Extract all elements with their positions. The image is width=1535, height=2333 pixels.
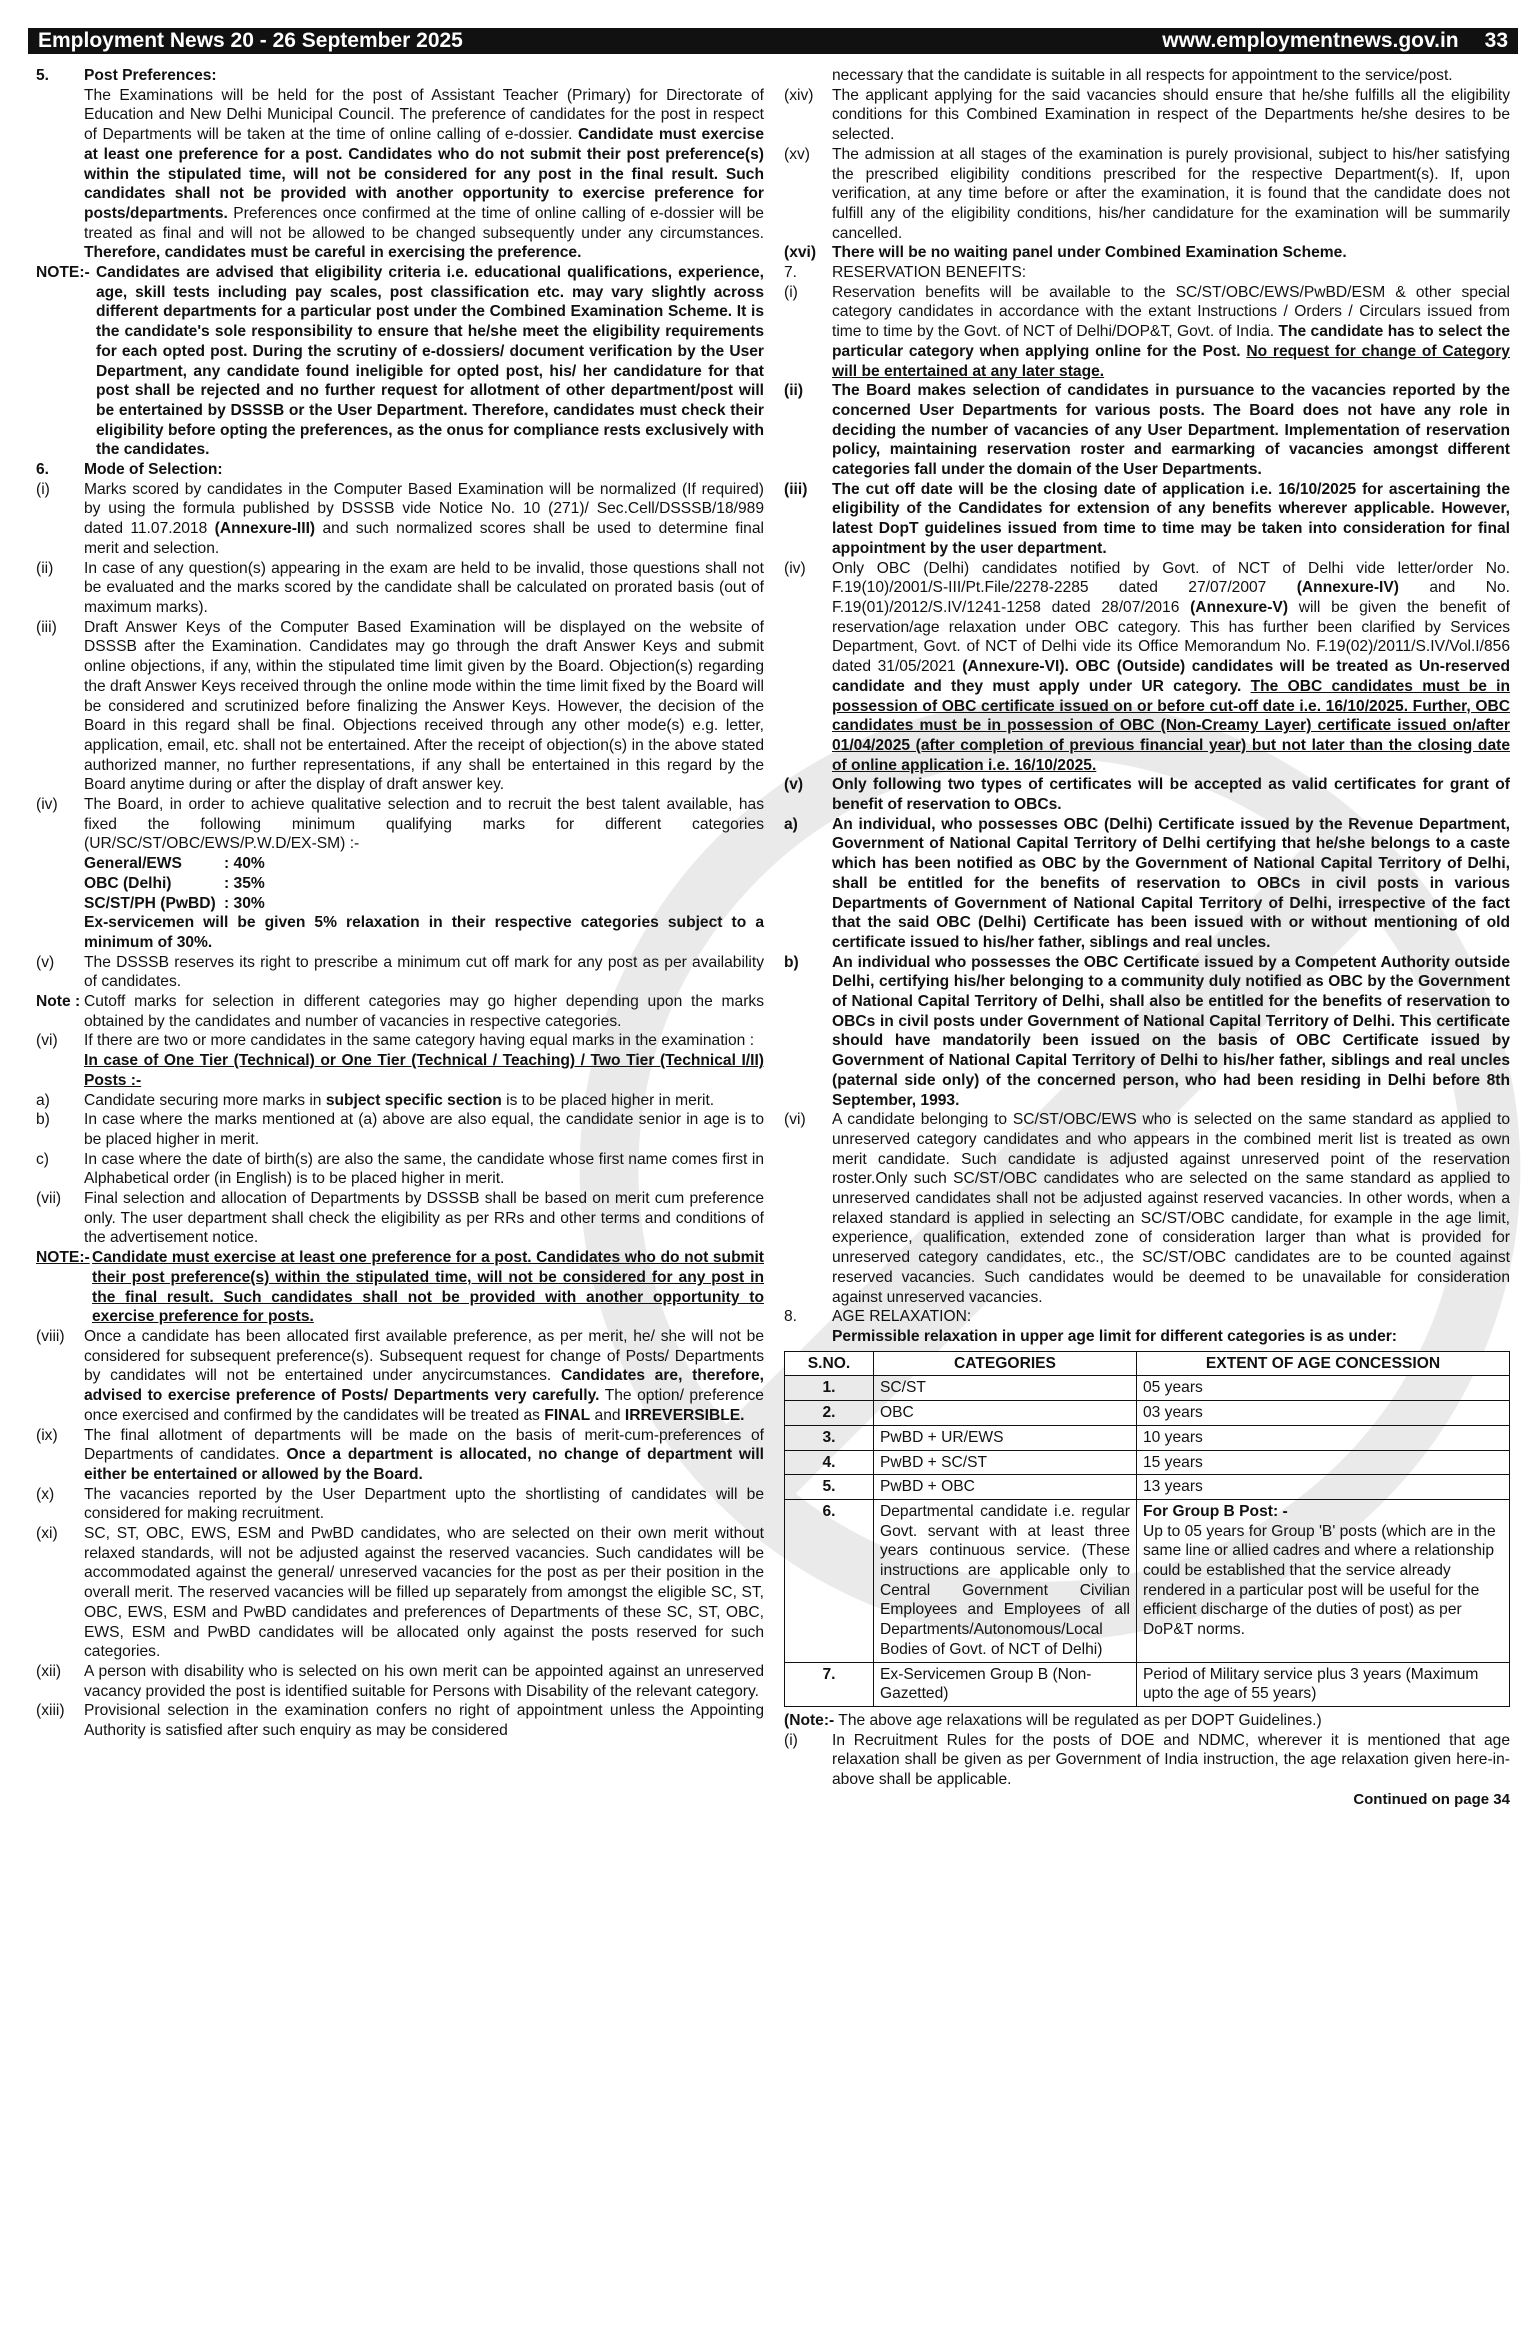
list-item: (viii) Once a candidate has been allocated first available preference, as per merit, he/ she will not be considered for subsequent preference(s). Subsequent request for change of Posts/ Departments by candidates will not be entertained under anycircumstances. Candidates are, therefore, advised to exercise preference of Posts/ Departments very carefully. The option/ preference once exercised and confirmed by the candidates will be treated as FINAL and IRREVERSIBLE. <box>36 1328 764 1424</box>
section-6: 6. Mode of Selection: <box>36 460 764 480</box>
list-item: (xiii) Provisional selection in the examination confers no right of appointment unless the Appointing Authority is satisfied after such enquiry as may be considered <box>36 1702 764 1740</box>
list-item: (i) Reservation benefits will be available to the SC/ST/OBC/EWS/PwBD/ESM & other special category candidates in accordance with the extant Instructions / Orders / Circulars issued from time to time by the Govt. of NCT of Delhi/DOP&T, Govt. of India. The candidate has to select the particular category when applying online for the Post. No request for change of Category will be entertained at any later stage. <box>784 283 1511 380</box>
marks-row: General/EWS : 40% <box>84 855 265 873</box>
section-5-body: The Examinations will be held for the post of Assistant Teacher (Primary) for Directorate of Education and New Delhi Municipal Council. The preference of candidates for the post in respect of Departments will be taken at the time of online calling of e-dossier. Candidate must exercise at least one preference for a post. Candidates who do not submit their post preference(s) within the stipulated time, will not be considered for any post in the final result. Such candidates shall not be provided with another opportunity to exercise preference for posts/departments. Preferences once confirmed at the time of online calling of e-dossier will be treated as final and will not be allowed to be changed subsequently under any circumstances. Therefore, candidates must be careful in exercising the preference. <box>84 86 764 262</box>
age-note: (Note:- The above age relaxations will be regulated as per DOPT Guidelines.) <box>784 1711 1322 1729</box>
list-item: (xvi) There will be no waiting panel under Combined Examination Scheme. <box>784 244 1347 262</box>
section-6-title: Mode of Selection: <box>84 461 223 479</box>
page-number: 33 <box>1484 29 1508 52</box>
continued-text: necessary that the candidate is suitable in all respects for appointment to the service/post. <box>832 67 1453 84</box>
list-item: b) In case where the marks mentioned at (a) above are also equal, the candidate senior in age is to be placed higher in merit. <box>36 1111 764 1148</box>
table-header-row <box>785 1351 1510 1376</box>
table-header: S.NO. <box>785 1351 874 1376</box>
table-row: 7. Ex-Servicemen Group B (Non-Gazetted) Period of Military service plus 3 years (Maximum upto the age of 55 years) <box>785 1662 1510 1706</box>
table-row: 3. PwBD + UR/EWS 10 years <box>785 1425 1510 1450</box>
list-item: (iv) Only OBC (Delhi) candidates notified by Govt. of NCT of Delhi vide letter/order No. F.19(10)/2001/S-III/Pt.File/2278-2285 dated 27/07/2007 (Annexure-IV) and No. F.19(01)/2012/S.IV/1241-1258 dated 28/07/2016 (Annexure-V) will be given the benefit of reservation/age relaxation under OBC category. This has further been clarified by Services Department, Govt. of NCT of Delhi vide its Office Memorandum No. F.19(02)/2011/S.IV/Vol.I/856 dated 31/05/2021 (Annexure-VI). OBC (Outside) candidates will be treated as Un-reserved candidate and they must apply under UR category. The OBC candidates must be in possession of OBC certificate issued on or before cut-off date i.e. 16/10/2025. Further, OBC candidates must be in possession of OBC (Non-Creamy Layer) certificate issued on/after 01/04/2025 (after completion of previous financial year) but not later than the closing date of online application i.e. 16/10/2025. <box>784 559 1511 774</box>
qualifying-marks <box>36 854 764 913</box>
list-item: c) In case where the date of birth(s) are also the same, the candidate whose first name comes first in Alphabetical order (in English) is to be placed higher in merit. <box>36 1150 764 1188</box>
list-item: (vii) Final selection and allocation of Departments by DSSSB shall be based on merit cum preference only. The user department shall check the eligibility as per RRs and other terms and conditions of the advertisement notice. <box>36 1190 764 1247</box>
table-row: 5. PwBD + OBC 13 years <box>785 1475 1510 1500</box>
list-item: (ii) In case of any question(s) appearing in the exam are held to be invalid, those questions shall not be evaluated and the marks scored by the candidate shall be calculated on prorated basis (out of maximum marks). <box>36 559 764 616</box>
section-7-title: RESERVATION BENEFITS: <box>832 264 1027 282</box>
list-item: a) An individual, who possesses OBC (Delhi) Certificate issued by the Revenue Department, Government of National Capital Territory of Delhi certifying that he/she belongs to a caste which has been notified as OBC by the Government of National Capital Territory of Delhi, shall be entitled for the benefits of reservation to OBCs in civil posts in various Departments of Government of National Capital Territory of Delhi, irrespective of the fact that the said OBC (Delhi) Certificate has been issued with or without mentioning of old certificate issued to his/her father, siblings and real uncles. <box>784 815 1510 951</box>
list-item: (i) In Recruitment Rules for the posts of DOE and NDMC, wherever it is mentioned that age relaxation shall be given as per Government of India instruction, the age relaxation given here-in-above shall be applicable. <box>784 1731 1510 1789</box>
section-5: 5. Post Preferences: The Examinations will be held for the post of Assistant Teacher (Primary) for Directorate of Education and New Delhi Municipal Council. The preference of candidates for the post in respect of Departments will be taken at the time of online calling of e-dossier. Candidate must exercise at least one preference for a post. Candidates who do not submit their post preference(s) within the stipulated time, will not be considered for any post in the final result. Such candidates shall not be provided with another opportunity to exercise preference for posts/departments. Preferences once confirmed at the time of online calling of e-dossier will be treated as final and will not be allowed to be changed subsequently under any circumstances. Therefore, candidates must be careful in exercising the preference. <box>36 67 764 262</box>
age-relaxation-table <box>784 1351 1510 1707</box>
table-header: CATEGORIES <box>874 1351 1137 1376</box>
list-item: (ii) The Board makes selection of candidates in pursuance to the vacancies reported by the concerned User Departments for various posts. The Board does not have any role in deciding the number of vacancies of any User Department. Implementation of reservation policy, maintaining reservation roster and earmarking of vacancies amongst different categories fall under the domain of the User Departments. <box>784 382 1510 479</box>
table-row: 2. OBC 03 years <box>785 1401 1510 1426</box>
table-row: 1. SC/ST 05 years <box>785 1376 1510 1401</box>
list-item: (xiv) The applicant applying for the said vacancies should ensure that he/she fulfills all the eligibility conditions for this Combined Examination in respect of the Departments he/she desires to be selected. <box>784 86 1510 144</box>
list-item: (vi) A candidate belonging to SC/ST/OBC/EWS who is selected on the same standard as applied to unreserved category candidates and who appears in the combined merit list is treated as own merit candidate. Such candidate is adjusted against unreserved point of the reservation roster.Only such SC/ST/OBC candidates who are selected on the same standard as applied to unreserved candidates shall not be adjusted against reserved vacancies. In other words, when a relaxed standard is applied in selecting an SC/ST/OBC candidate, for example in the age limit, experience, qualification, extended zone of consideration larger than what is provided for unreserved category candidates, etc., the SC/ST/OBC candidates are to be counted against reserved vacancies. Such candidates would be deemed to be unavailable for consideration against unreserved vacancies. <box>784 1111 1510 1306</box>
list-item: (x) The vacancies reported by the User Department upto the shortlisting of candidates will be considered for making recruitment. <box>36 1485 764 1523</box>
list-item: (iv) The Board, in order to achieve qualitative selection and to recruit the best talent available, has fixed the following minimum qualifying marks for different categories (UR/SC/ST/OBC/EWS/P.W.D/EX-SM) :- <box>36 796 764 853</box>
list-item: a) Candidate securing more marks in subject specific section is to be placed higher in merit. <box>36 1091 715 1109</box>
note-cutoff: Note : Cutoff marks for selection in different categories may go higher depending upon the marks obtained by the candidates and number of vacancies in respective categories. <box>36 993 764 1030</box>
list-item: (ix) The final allotment of departments will be made on the basis of merit-cum-preferences of Departments of candidates. Once a department is allocated, no change of department will either be entertained or allowed by the Board. <box>36 1426 764 1483</box>
marks-row: OBC (Delhi) : 35% <box>84 874 265 892</box>
section-8: 8. AGE RELAXATION: Permissible relaxation in upper age limit for different categories is as under: <box>784 1307 1510 1346</box>
list-item: (v) Only following two types of certificates will be accepted as valid certificates for grant of benefit of reservation to OBCs. <box>784 776 1510 814</box>
table-row: 6. Departmental candidate i.e. regular Govt. servant with at least three years continuous service. (These instructions are applicable only to Central Government Civilian Employees and Employees of all Departments/Autonomous/Local Bodies of Govt. of NCT of Delhi) For Group B Post: - Up to 05 years for Group 'B' posts (which are in the same line or allied cadres and where a relationship could be established that the service already rendered in a particular post will be useful for the efficient discharge of the duties of post) as per DoP&T norms. <box>785 1499 1510 1662</box>
website-url[interactable]: www.employmentnews.gov.in <box>1162 29 1459 52</box>
newspaper-title: Employment News 20 - 26 September 2025 <box>38 29 463 52</box>
list-item: (xv) The admission at all stages of the examination is purely provisional, subject to his/her satisfying the prescribed eligibility conditions prescribed for the respective Department(s). If, upon verification, at any time before or after the examination, it is found that the candidate does not fulfill any of the eligibility conditions, his/her candidature for the examination will be summarily cancelled. <box>784 145 1510 242</box>
list-item: (iii) Draft Answer Keys of the Computer Based Examination will be displayed on the website of DSSSB after the Examination. Candidates may go through the draft Answer Keys and submit online objections, if any, within the stipulated time limit given by the Board. Objection(s) regarding the draft Answer Keys received through the online mode within the time limit fixed by the Board will be considered and scrutinized before finalizing the Answer Keys. However, the decision of the Board in this regard shall be final. Objections received through any other mode(s) e.g. letter, application, email, etc. shall not be entertained. After the receipt of objection(s) in the above stated authorized manner, no further representations, if any shall be entertained in this regard by the Board anytime during or after the display of draft answer key. <box>36 618 764 794</box>
section-7: 7. RESERVATION BENEFITS: <box>784 263 1510 283</box>
left-column <box>36 66 764 1741</box>
note-preference: NOTE:- Candidate must exercise at least one preference for a post. Candidates who do not submit their post preference(s) within the stipulated time, will not be considered for any post in the final result. Such candidates shall not be provided with another opportunity to exercise preference for posts. <box>36 1249 764 1326</box>
page-header <box>28 28 1518 54</box>
table-row: 4. PwBD + SC/ST 15 years <box>785 1450 1510 1475</box>
marks-row: SC/ST/PH (PwBD) : 30% <box>84 894 265 912</box>
list-item: (vi) If there are two or more candidates in the same category having equal marks in the examination : In case of One Tier (Technical) or One Tier (Technical / Teaching) / Two Tier (Technical I/II) Posts :- <box>36 1032 764 1089</box>
exsm-relaxation: Ex-servicemen will be given 5% relaxation in their respective categories subject to a minimum of 30%. <box>84 914 764 951</box>
table-header: EXTENT OF AGE CONCESSION <box>1137 1351 1510 1376</box>
section-8-title: AGE RELAXATION: <box>832 1308 972 1326</box>
right-column <box>784 66 1510 1809</box>
list-item: (i) Marks scored by candidates in the Computer Based Examination will be normalized (If required) by using the formula published by DSSSB vide Notice No. 10 (271)/ Sec.Cell/DSSSB/18/989 dated 11.07.2018 (Annexure-III) and such normalized scores shall be used to determine final merit and selection. <box>36 480 764 557</box>
list-item: (iii) The cut off date will be the closing date of application i.e. 16/10/2025 for ascertaining the eligibility of the Candidates for extension of any benefits wherever applicable. However, latest DopT guidelines issued from time to time may be taken into consideration for final appointment by the user department. <box>784 480 1510 557</box>
list-item: (v) The DSSSB reserves its right to prescribe a minimum cut off mark for any post as per availability of candidates. <box>36 953 764 991</box>
list-item: b) An individual who possesses the OBC Certificate issued by a Competent Authority outside Delhi, certifying his/her belonging to a community duly notified as OBC by the Government of National Capital Territory of Delhi, shall also be entitled for the benefits of reservation to OBCs in civil posts under Government of National Capital Territory of Delhi. This certificate should have mandatorily been issued on the basis of OBC Certificate issued by Government of National Capital Territory of Delhi to his/her father, siblings and real uncles (paternal side only) of the concerned person, who had been residing in Delhi before 8th September, 1993. <box>784 953 1510 1109</box>
note-eligibility: NOTE:- Candidates are advised that eligibility criteria i.e. educational qualifications, experience, age, skill tests including pay scales, post classification etc. may vary slightly across different departments for a particular post under the Combined Examination Scheme. It is the candidate's sole responsibility to ensure that he/she meet the eligibility requirements for each opted post. During the scrutiny of e-dossiers/ document verification by the User Department, any candidate found ineligible for opted post, his/ her candidature for that post shall be rejected and no further request for allotment of other department/post will be entertained by DSSSB or the User Department. Therefore, candidates must check their eligibility before opting the preferences, as the onus for compliance rests exclusively with the candidates. <box>36 264 764 459</box>
section-5-title: Post Preferences: <box>84 67 217 84</box>
list-item: (xi) SC, ST, OBC, EWS, ESM and PwBD candidates, who are selected on their own merit without relaxed standards, will not be adjusted against the reserved vacancies. Such candidates will be accommodated against the general/ unreserved vacancies for the post as per their position in the overall merit. The reserved vacancies will be filled up separately from amongst the eligible SC, ST, OBC, EWS, ESM and PwBD candidates and preferences of Departments of these SC, ST, OBC, EWS, ESM and PwBD candidates will be allocated only against the posts reserved for such categories. <box>36 1525 764 1661</box>
continued-on-label: Continued on page 34 <box>1353 1790 1510 1808</box>
list-item: (xii) A person with disability who is selected on his own merit can be appointed against an unreserved vacancy provided the post is identified suitable for Persons with Disability of the relevant category. <box>36 1662 764 1700</box>
